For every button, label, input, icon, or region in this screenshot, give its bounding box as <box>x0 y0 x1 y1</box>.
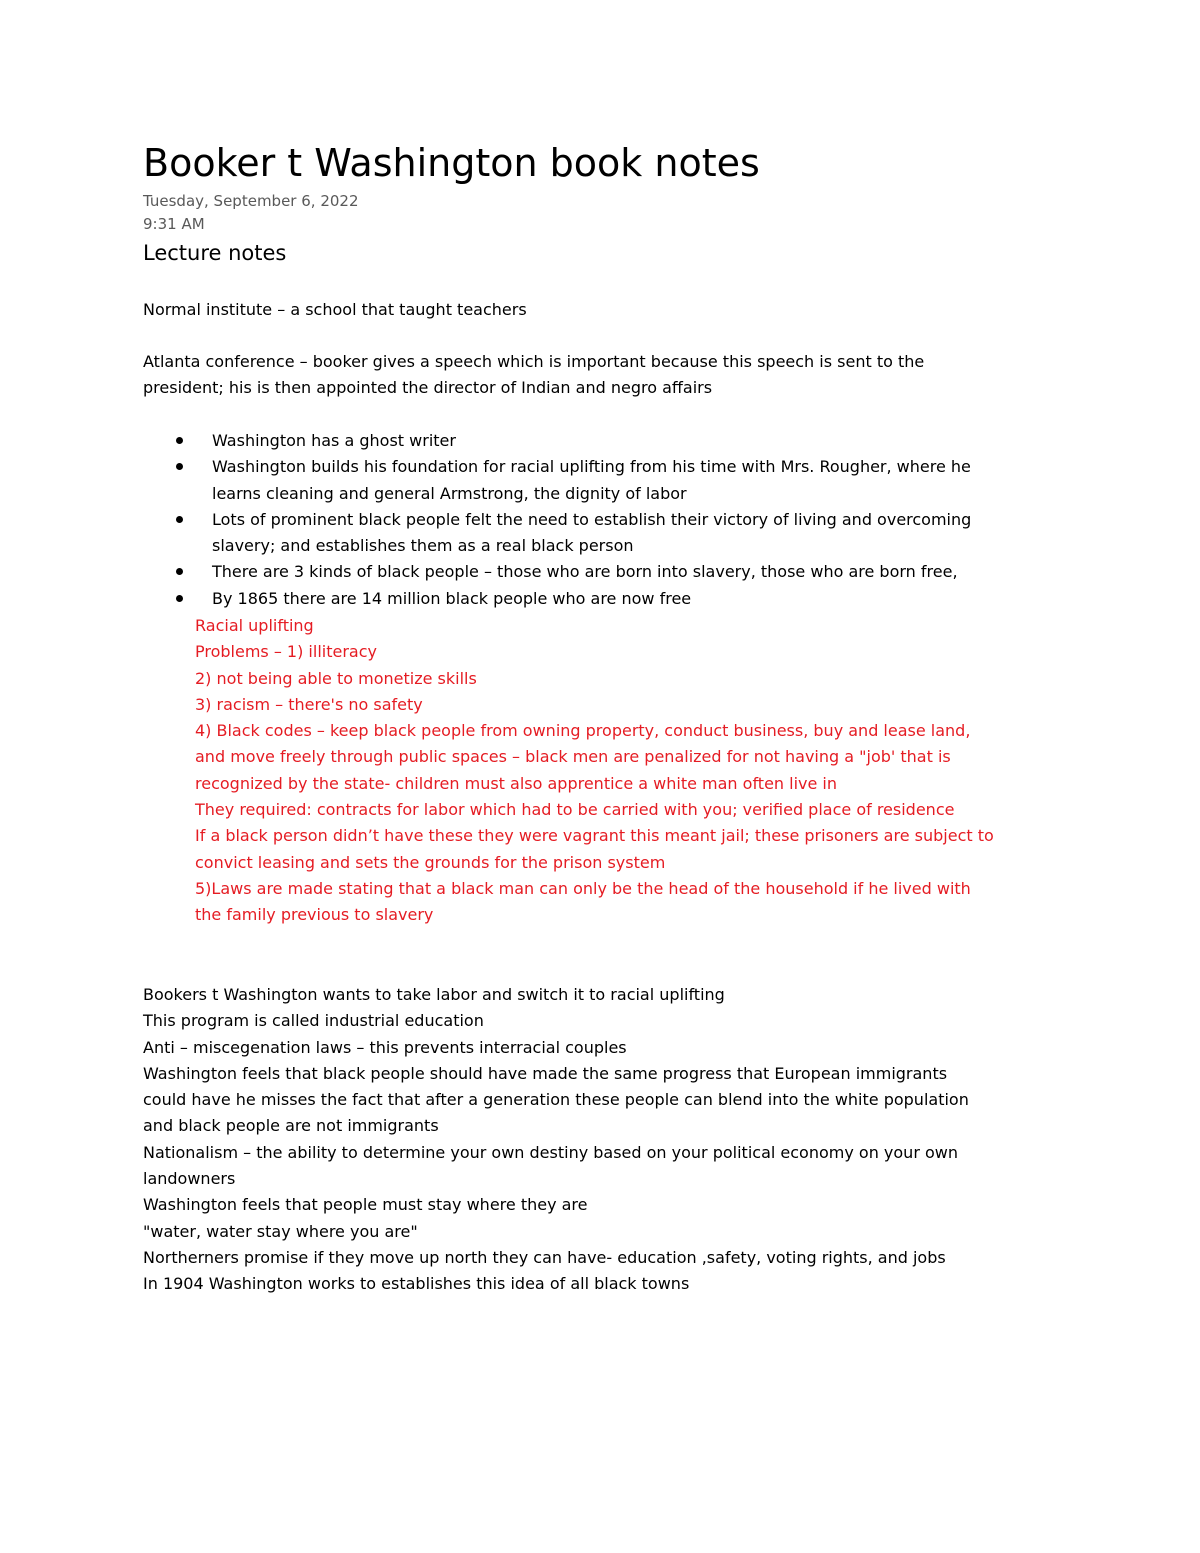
list-item-text: learns cleaning and general Armstrong, the dignity of labor <box>212 483 687 503</box>
red-note-line: Racial uplifting <box>195 616 314 635</box>
list-item-text: Washington builds his foundation for racial uplifting from his time with Mrs. Rougher, where he <box>212 457 971 477</box>
red-note-line: They required: contracts for labor which had to be carried with you; verified place of residence <box>195 800 955 820</box>
paragraph-line: In 1904 Washington works to establishes this idea of all black towns <box>143 1274 690 1294</box>
bullet-icon <box>176 568 183 575</box>
closing-notes <box>143 982 1063 1298</box>
red-note-line: Problems – 1) illiteracy <box>195 642 377 662</box>
paragraph-line: Northerners promise if they move up north they can have- education ,safety, voting rights, and jobs <box>143 1247 946 1267</box>
atlanta-paragraph <box>143 349 1063 402</box>
bullet-icon <box>176 437 183 444</box>
list-item <box>143 559 1063 585</box>
paragraph-line: Normal institute – a school that taught teachers <box>143 300 527 319</box>
paragraph-line: Washington feels that people must stay where they are <box>143 1195 588 1215</box>
list-item-text: By 1865 there are 14 million black people who are now free <box>212 588 692 608</box>
paragraph-line: president; his is then appointed the director of Indian and negro affairs <box>143 378 713 398</box>
paragraph-line: Washington feels that black people should have made the same progress that European immigrants <box>143 1063 948 1083</box>
racial-uplifting-notes <box>195 613 1075 929</box>
list-item <box>143 586 1063 612</box>
list-item <box>143 507 1063 560</box>
red-note-line: If a black person didn’t have these they were vagrant this meant jail; these prisoners are subject to <box>195 826 994 846</box>
red-note-line: 3) racism – there's no safety <box>195 694 423 714</box>
paragraph-line: Nationalism – the ability to determine your own destiny based on your political economy on your own <box>143 1142 958 1162</box>
page-date: Tuesday, September 6, 2022 <box>143 192 359 210</box>
section-heading: Lecture notes <box>143 241 287 265</box>
page-title: Booker t Washington book notes <box>143 141 760 185</box>
paragraph-line: and black people are not immigrants <box>143 1116 439 1136</box>
paragraph-line: landowners <box>143 1169 236 1189</box>
normal-institute-paragraph <box>143 297 1063 323</box>
red-note-line: 4) Black codes – keep black people from owning property, conduct business, buy and lease land, <box>195 721 971 741</box>
list-item-text: Washington has a ghost writer <box>212 431 456 450</box>
bullet-icon <box>176 595 183 602</box>
red-note-line: 5)Laws are made stating that a black man can only be the head of the household if he lived with <box>195 878 971 898</box>
bullet-icon <box>176 516 183 523</box>
list-item-text: slavery; and establishes them as a real black person <box>212 536 634 556</box>
red-note-line: recognized by the state- children must also apprentice a white man often live in <box>195 773 838 793</box>
list-item <box>143 428 1063 454</box>
red-note-line: 2) not being able to monetize skills <box>195 668 477 688</box>
bullet-icon <box>176 463 183 470</box>
page-time: 9:31 AM <box>143 215 205 233</box>
red-note-line: convict leasing and sets the grounds for the prison system <box>195 852 666 872</box>
list-item-text: Lots of prominent black people felt the need to establish their victory of living and overcoming <box>212 509 972 529</box>
paragraph-line: This program is called industrial education <box>143 1011 484 1031</box>
red-note-line: and move freely through public spaces – black men are penalized for not having a "job' that is <box>195 747 951 767</box>
paragraph-line: Anti – miscegenation laws – this prevents interracial couples <box>143 1037 627 1057</box>
paragraph-line: could have he misses the fact that after a generation these people can blend into the white population <box>143 1090 969 1110</box>
bullet-list <box>143 428 1063 612</box>
list-item-text: There are 3 kinds of black people – those who are born into slavery, those who are born free, <box>212 562 958 582</box>
paragraph-line: "water, water stay where you are" <box>143 1221 418 1241</box>
paragraph-line: Atlanta conference – booker gives a speech which is important because this speech is sent to the <box>143 352 925 371</box>
red-note-line: the family previous to slavery <box>195 905 434 925</box>
paragraph-line: Bookers t Washington wants to take labor and switch it to racial uplifting <box>143 985 725 1004</box>
list-item <box>143 454 1063 507</box>
